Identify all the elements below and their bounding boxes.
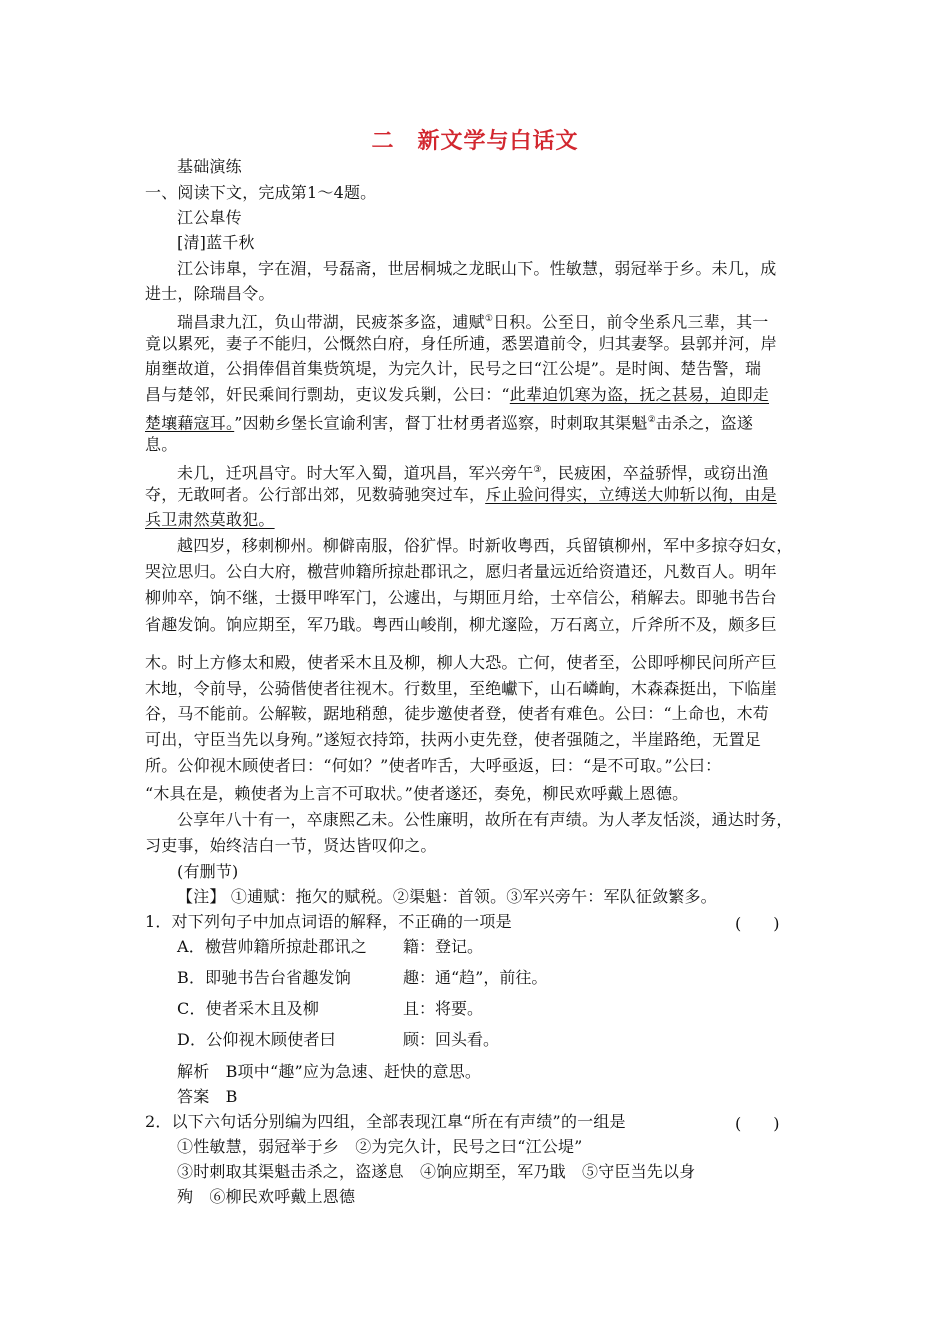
passage-line: 夺，无敢呵者。公行部出郊，见数骑驰突过车，斥止验问得实，立缚送大帅斩以徇，由是	[145, 485, 777, 504]
question-1-analysis: 解析 B项中“趣”应为急速、赶快的意思。	[177, 1062, 482, 1081]
passage-line: 木地，令前导，公骑偕使者往视木。行数里，至绝巘下，山石嶙峋，木森森挺出，下临崖	[145, 679, 777, 698]
underlined-sentence: 楚壤藉寇耳。	[145, 413, 235, 433]
underlined-sentence: 此辈迫饥寒为盗，抚之甚易，迫即走	[509, 385, 769, 404]
passage-line: 木。时上方修太和殿，使者采木且及柳，柳人大恐。亡何，使者至，公即呼柳民问所产巨	[145, 653, 777, 672]
passage-line: 楚壤藉寇耳。”因勅乡堡长宣谕利害，督丁壮材勇者巡察，时刺取其渠魁②击杀之，盗遂	[145, 413, 754, 433]
option-b: B．即驰书告台省趣发饷	[177, 968, 351, 987]
option-a: A．檄营帅籍所掠赴郡讯之	[177, 937, 367, 956]
footnote-mark: ②	[647, 415, 656, 425]
passage-line: 江公讳臯，字在湄，号磊斋，世居桐城之龙眠山下。性敏慧，弱冠举于乡。未几，成	[177, 259, 777, 278]
footnotes: 【注】 ①逋赋：拖欠的赋税。②渠魁：首领。③军兴旁午：军队征敛繁多。	[177, 887, 717, 906]
passage-line: 所。公仰视木顾使者曰：“何如？”使者咋舌，大呼亟返，曰：“是不可取。”公曰：	[145, 756, 722, 775]
passage-line: 谷，马不能前。公解鞍，踞地稍憩，徒步邀使者登，使者有难色。公曰：“上命也，木苟	[145, 704, 769, 723]
answer-blank: ( )	[735, 1114, 780, 1133]
option-a-explanation: 籍：登记。	[403, 937, 484, 956]
question-2-stem: 2．以下六句话分别编为四组，全部表现江臯“所在有声绩”的一组是	[145, 1112, 626, 1131]
section-heading: 基础演练	[177, 157, 242, 176]
passage-line: 竟以累死，妻子不能归，公慨然白府，身任所逋，悉罢遣前令，归其妻孥。县郭并河，岸	[145, 334, 777, 353]
passage-line: 柳帅卒，饷不继，士摄甲哗军门，公遽出，与期匝月给，士卒信公，稍解去。即驰书告台	[145, 588, 777, 607]
option-c: C．使者采木且及柳	[177, 999, 320, 1018]
passage-line	[145, 509, 275, 531]
option-b-explanation: 趣：通“趋”，前往。	[403, 968, 548, 987]
question-1-answer: 答案 B	[177, 1087, 238, 1106]
passage-line: 哭泣思归。公白大府，檄营帅籍所掠赴郡讯之，愿归者量远近给资遣还，凡数百人。明年	[145, 562, 777, 581]
passage-line: 息。	[145, 435, 178, 454]
footnote-mark: ①	[484, 314, 494, 324]
abridged-note: (有删节)	[177, 862, 239, 881]
passage-line: 可出，守臣当先以身殉。”遂短衣持笻，扶两小吏先登，使者强随之，半崖路绝，无置足	[145, 730, 761, 749]
passage-line: 习吏事，始终洁白一节，贤达皆叹仰之。	[145, 836, 437, 855]
question-2-choices-line: ③时刺取其渠魁击杀之，盗遂息 ④饷应期至，军乃戢 ⑤守臣当先以身	[177, 1162, 696, 1181]
question-1-stem: 1．对下列句子中加点词语的解释，不正确的一项是	[145, 912, 512, 931]
passage-author: [清]蓝千秋	[177, 233, 255, 252]
passage-line: “木具在是，赖使者为上言不可取状。”使者遂还，奏免，柳民欢呼戴上恩德。	[145, 784, 689, 803]
passage-line: 越四岁，移刺柳州。柳僻南服，俗犷悍。时新收粤西，兵留镇柳州，军中多掠夺妇女，	[177, 536, 793, 555]
passage-line: 未几，迁巩昌守。时大军入蜀，道巩昌，军兴旁午③，民疲困，卒益骄悍，或窃出渔	[177, 463, 769, 483]
passage-line: 瑞昌隶九江，负山带湖，民疲茶多盗，逋赋①日积。公至日，前令坐系凡三辈，其一	[177, 312, 769, 332]
underlined-sentence: 斥止验问得实，立缚送大帅斩以徇，由是	[485, 485, 777, 504]
passage-line: 昌与楚邻，奸民乘间行剽劫，吏议发兵剿，公曰：“此辈迫饥寒为盗，抚之甚易，迫即走	[145, 385, 769, 404]
page-title: 二 新文学与白话文	[371, 129, 579, 154]
footnote-mark: ③	[533, 465, 542, 475]
passage-line: 公享年八十有一，卒康熙乙未。公性廉明，故所在有声绩。为人孝友恬淡，通达时务，	[177, 810, 793, 829]
underlined-sentence: 兵卫肃然莫敢犯。	[145, 510, 275, 529]
question-2-choices-line: ①性敏慧，弱冠举于乡 ②为完久计，民号之曰“江公堤”	[177, 1137, 583, 1156]
passage-title: 江公臯传	[177, 208, 242, 227]
passage-line: 进士，除瑞昌令。	[145, 284, 275, 303]
answer-blank: ( )	[735, 914, 780, 933]
option-d: D．公仰视木顾使者曰	[177, 1030, 336, 1049]
question-2-choices-line: 殉 ⑥柳民欢呼戴上恩德	[177, 1187, 356, 1206]
option-c-explanation: 且：将要。	[403, 999, 484, 1018]
question-intro: 一、阅读下文，完成第1～4题。	[145, 183, 377, 202]
option-d-explanation: 顾：回头看。	[403, 1030, 500, 1049]
passage-line: 省趣发饷。饷应期至，军乃戢。粤西山峻削，柳尤邃险，万石离立，斤斧所不及，颇多巨	[145, 615, 777, 634]
passage-line: 崩壅故道，公捐俸倡首集赀筑堤，为完久计，民号之曰“江公堤”。是时闽、楚告警，瑞	[145, 359, 762, 378]
